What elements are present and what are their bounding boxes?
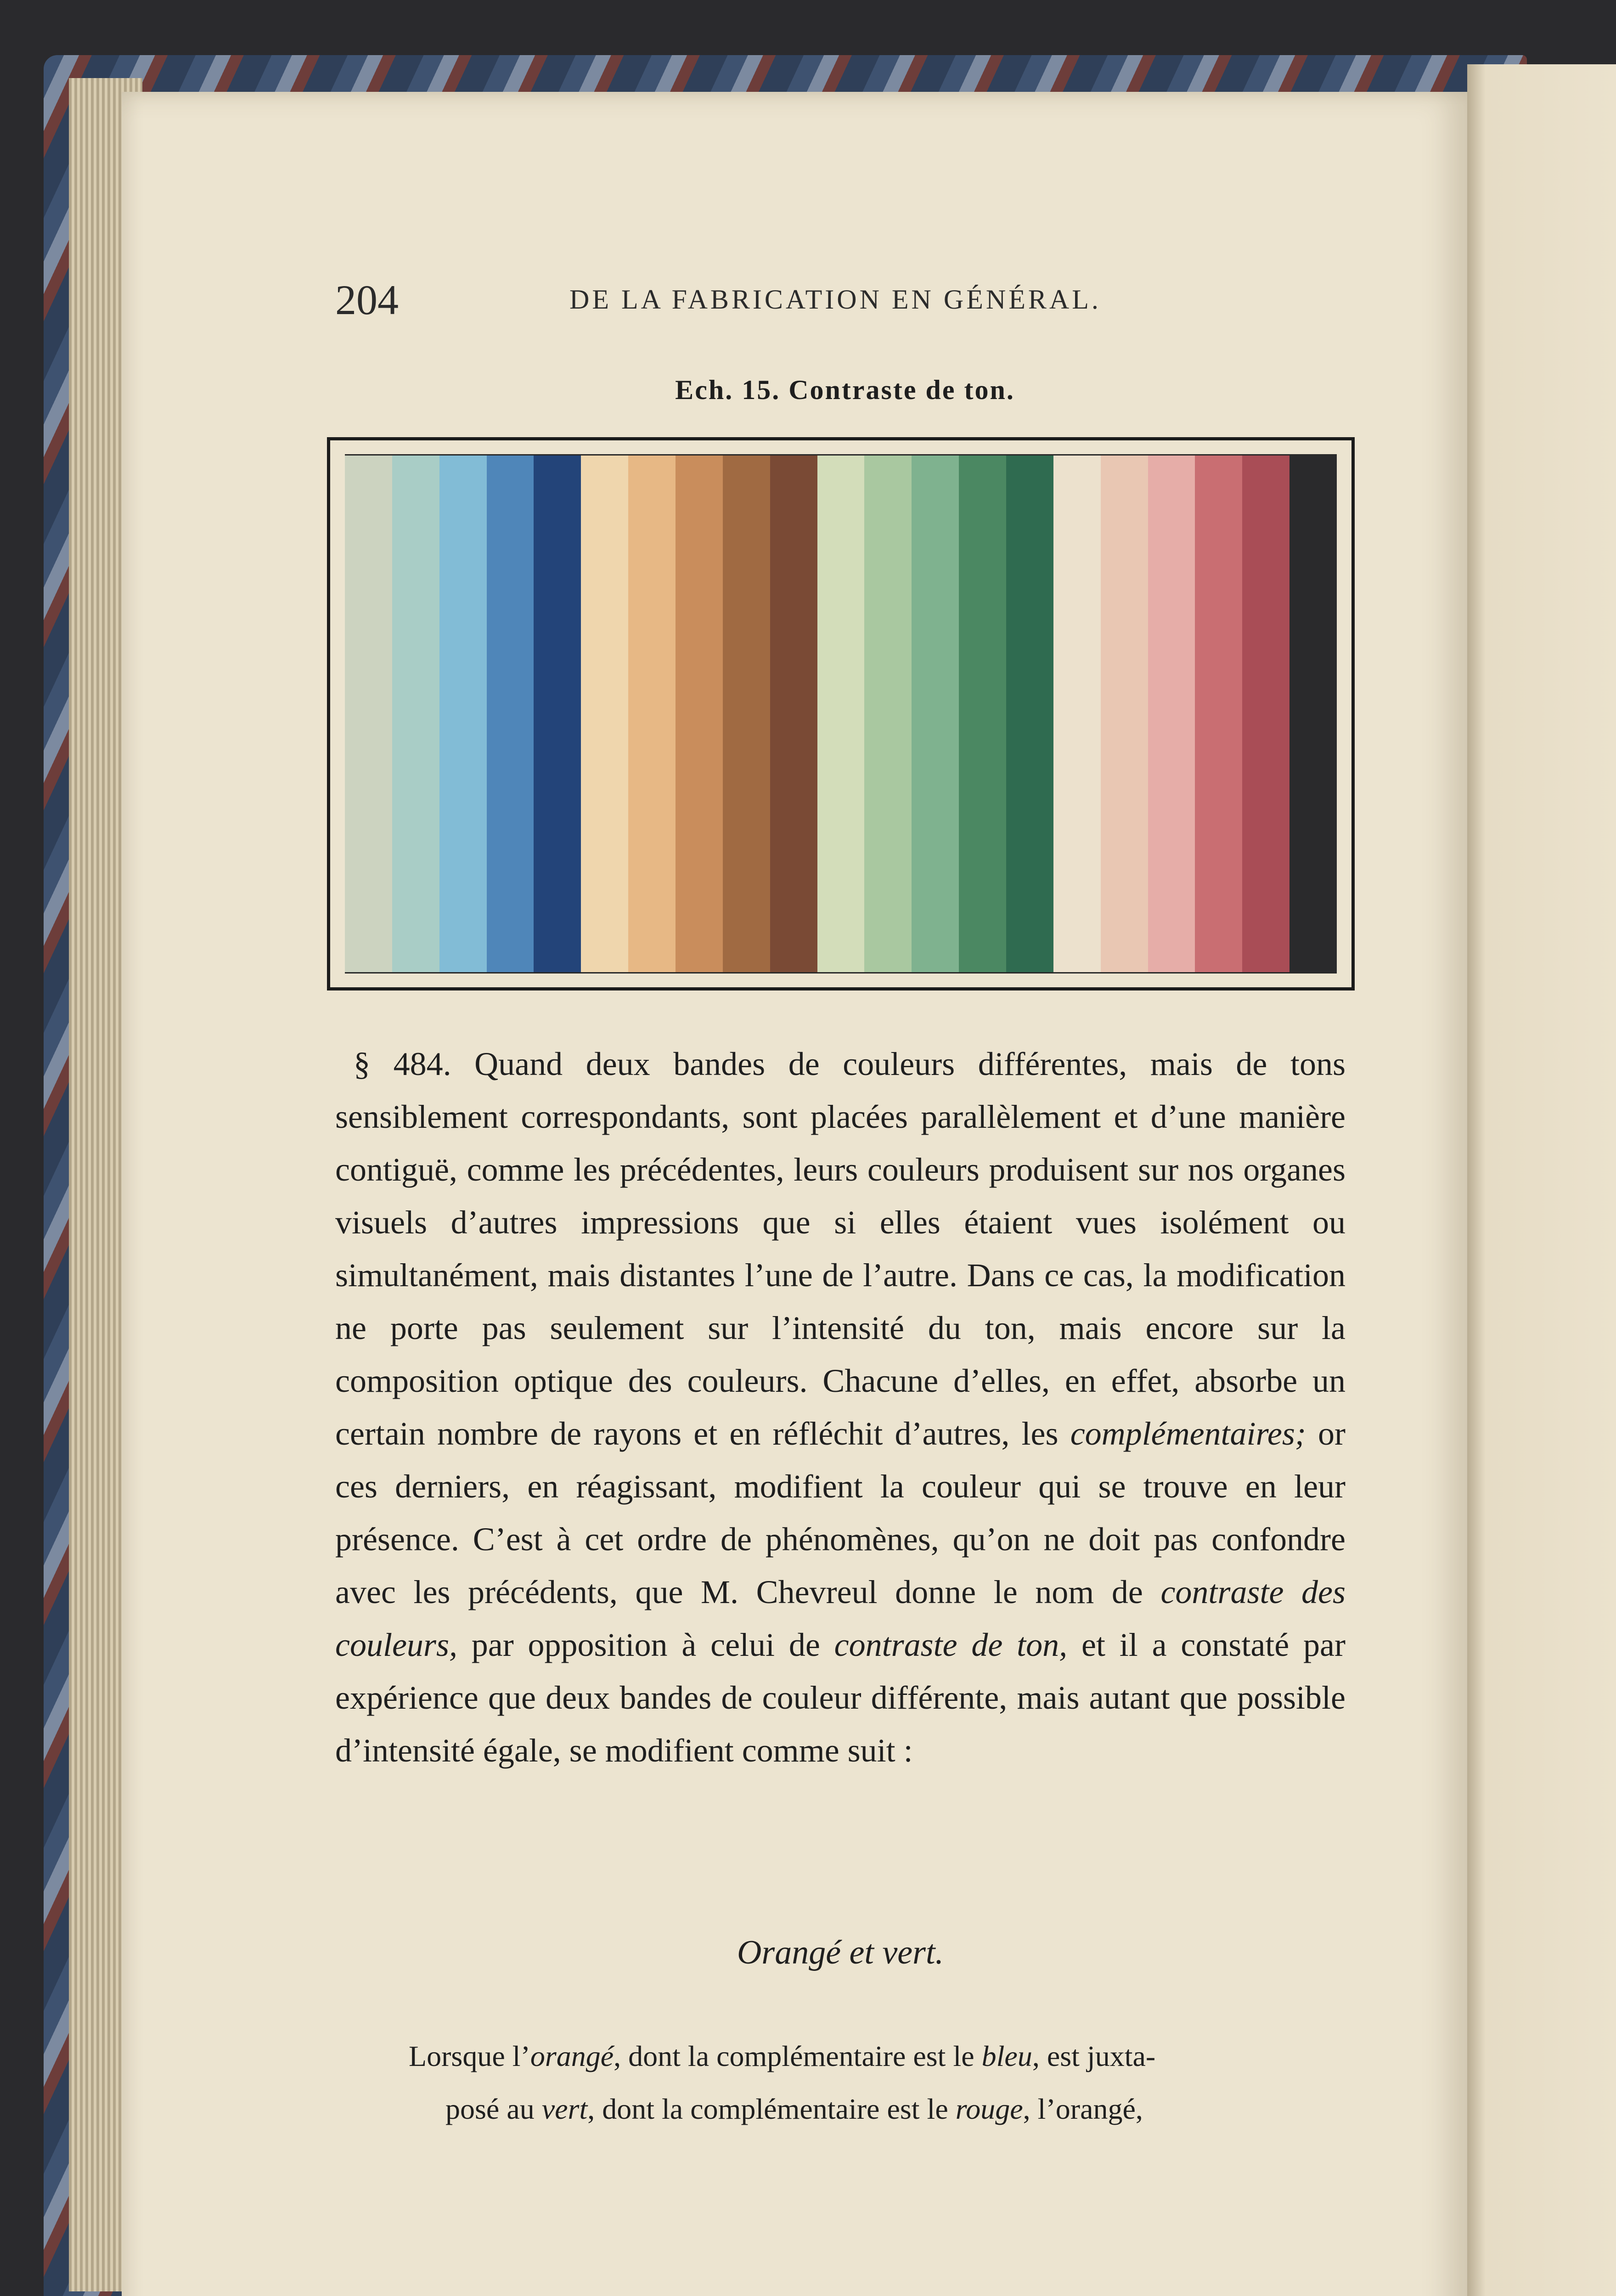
color-swatch-7 <box>628 456 676 972</box>
term-orange: orangé <box>530 2040 614 2072</box>
term-contraste-ton: contraste de ton, <box>834 1626 1068 1663</box>
color-swatch-15 <box>1006 456 1053 972</box>
color-swatch-2 <box>392 456 439 972</box>
color-swatch-19 <box>1195 456 1242 972</box>
paragraph-part-1: § 484. Quand deux bandes de couleurs différentes, mais de tons sensiblement correspondants, sont placées parallèlement et d’une manière contiguë, comme les précédentes, leurs couleurs produisent sur nos organes visuels d’autres impressions que si elles étaient vues isolément ou simultanément, mais distantes l’une de l’autre. Dans ce cas, la modification ne porte pas seulement sur l’intensité du ton, mais encore sur la composition optique des couleurs. Chacune d’elles, en effet, absorbe un certain nombre de rayons et en réfléchit d’autres, les <box>335 1046 1346 1452</box>
color-swatch-5 <box>534 456 581 972</box>
color-swatch-12 <box>864 456 912 972</box>
paragraph-part-3: par opposition à celui de <box>457 1626 834 1663</box>
cont-text-2: , dont la complémentaire est le <box>614 2040 982 2072</box>
color-swatch-1 <box>345 456 392 972</box>
color-swatch-13 <box>912 456 959 972</box>
color-swatch-20 <box>1242 456 1289 972</box>
color-swatch-3 <box>439 456 487 972</box>
cont-text-4: posé au <box>445 2093 542 2125</box>
swatch-strip <box>345 454 1337 974</box>
cont-text-6: , l’orangé, <box>1023 2093 1143 2125</box>
color-swatch-18 <box>1148 456 1195 972</box>
term-bleu: bleu <box>981 2040 1032 2072</box>
paragraph-text <box>335 1038 1346 1777</box>
cont-text-5: , dont la complémentaire est le <box>587 2093 956 2125</box>
cont-text-3: , est juxta- <box>1032 2040 1156 2072</box>
color-swatch-11 <box>817 456 865 972</box>
color-plate <box>327 437 1355 990</box>
color-swatch-9 <box>723 456 770 972</box>
continuation-text <box>335 2030 1346 2135</box>
color-swatch-16 <box>1053 456 1101 972</box>
running-head-title: DE LA FABRICATION EN GÉNÉRAL. <box>569 284 1101 315</box>
continuation-line-2 <box>335 2082 1346 2135</box>
term-complementaires: complémentaires; <box>1070 1415 1306 1452</box>
paragraph-part-4: et il a constaté par expérience que deux bandes de couleur différente, mais autant que possible d’intensité égale, se modifient comme suit : <box>335 1626 1346 1769</box>
color-swatch-6 <box>581 456 628 972</box>
paragraph-part-2: or ces derniers, en réagissant, modifient la couleur qui se trouve en leur présence. C’est à cet ordre de phénomènes, qu’on ne doit pas confondre avec les précédents, que M. Chevreul donne le nom de <box>335 1415 1346 1610</box>
term-vert: vert <box>541 2093 588 2125</box>
continuation-line-1 <box>335 2030 1346 2082</box>
section-heading: Orangé et vert. <box>737 1934 944 1971</box>
color-swatch-14 <box>959 456 1006 972</box>
facing-page <box>1467 64 1616 2296</box>
color-swatch-10 <box>770 456 817 972</box>
color-swatch-17 <box>1101 456 1148 972</box>
color-swatch-8 <box>676 456 723 972</box>
term-rouge: rouge <box>955 2093 1023 2125</box>
page-number: 204 <box>335 276 399 323</box>
running-head <box>335 276 1346 331</box>
color-swatch-4 <box>487 456 534 972</box>
paragraph-484 <box>335 1038 1346 1777</box>
color-swatch-21 <box>1289 456 1337 972</box>
plate-caption: Ech. 15. Contraste de ton. <box>675 375 1015 405</box>
cont-text-1: Lorsque l’ <box>409 2040 530 2072</box>
term-contraste-couleurs: contraste des couleurs, <box>335 1574 1346 1663</box>
